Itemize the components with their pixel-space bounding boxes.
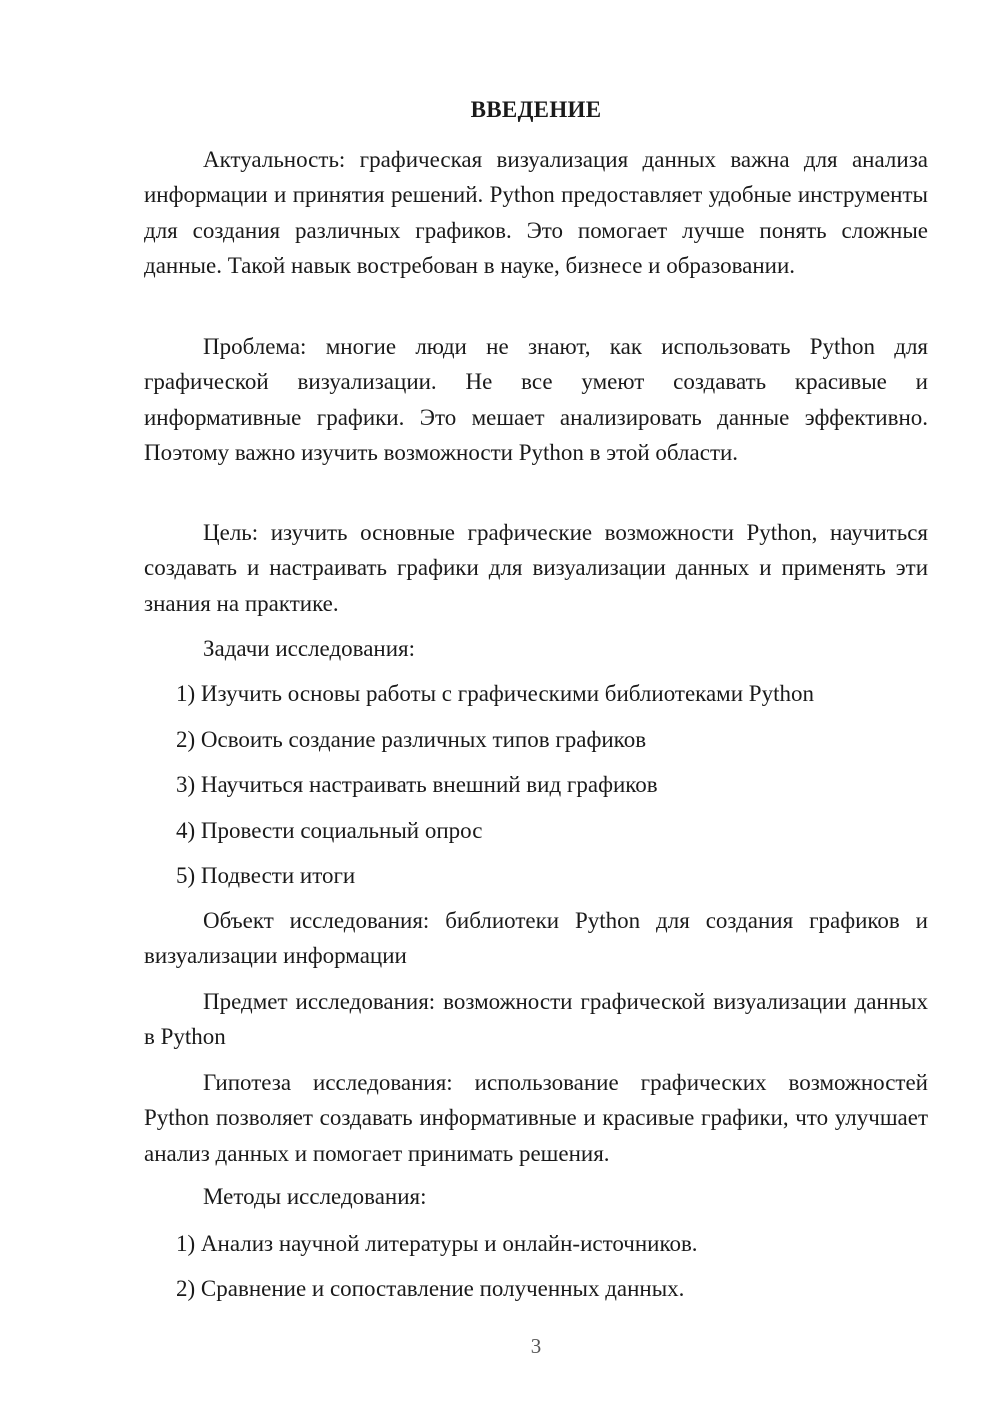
task-item: 3) Научиться настраивать внешний вид графиков xyxy=(176,772,658,797)
task-item: 5) Подвести итоги xyxy=(176,863,356,888)
section-heading: ВВЕДЕНИЕ xyxy=(470,97,602,122)
object-paragraph: Объект исследования: библиотеки Python для создания графиков и визуализации информации xyxy=(144,908,928,969)
method-item: 2) Сравнение и сопоставление полученных данных. xyxy=(176,1276,685,1301)
hypothesis-paragraph: Гипотеза исследования: использование графических возможностей Python позволяет создавать информативные и красивые графики, что улучшает анализ данных и помогает принимать решения. xyxy=(144,1070,928,1166)
task-item: 2) Освоить создание различных типов графиков xyxy=(176,727,647,752)
page-number: 3 xyxy=(530,1334,542,1358)
task-item: 1) Изучить основы работы с графическими библиотеками Python xyxy=(176,681,814,706)
methods-label: Методы исследования: xyxy=(203,1184,427,1209)
relevance-paragraph: Актуальность: графическая визуализация данных важна для анализа информации и принятия решений. Python предоставляет удобные инструменты для создания различных графиков. Это помогает лучше понять сложные данные. Такой навык востребован в науке, бизнесе и образовании. xyxy=(144,147,928,278)
task-item: 4) Провести социальный опрос xyxy=(176,818,483,843)
tasks-label: Задачи исследования: xyxy=(203,636,416,661)
subject-paragraph: Предмет исследования: возможности графической визуализации данных в Python xyxy=(144,989,928,1050)
method-item: 1) Анализ научной литературы и онлайн-источников. xyxy=(176,1231,698,1256)
goal-paragraph: Цель: изучить основные графические возможности Python, научиться создавать и настраивать графики для визуализации данных и применять эти знания на практике. xyxy=(144,520,928,616)
problem-paragraph: Проблема: многие люди не знают, как использовать Python для графической визуализации. Не все умеют создавать красивые и информативные графики. Это мешает анализировать данные эффективно. Поэтому важно изучить возможности Python в этой области. xyxy=(144,334,928,465)
